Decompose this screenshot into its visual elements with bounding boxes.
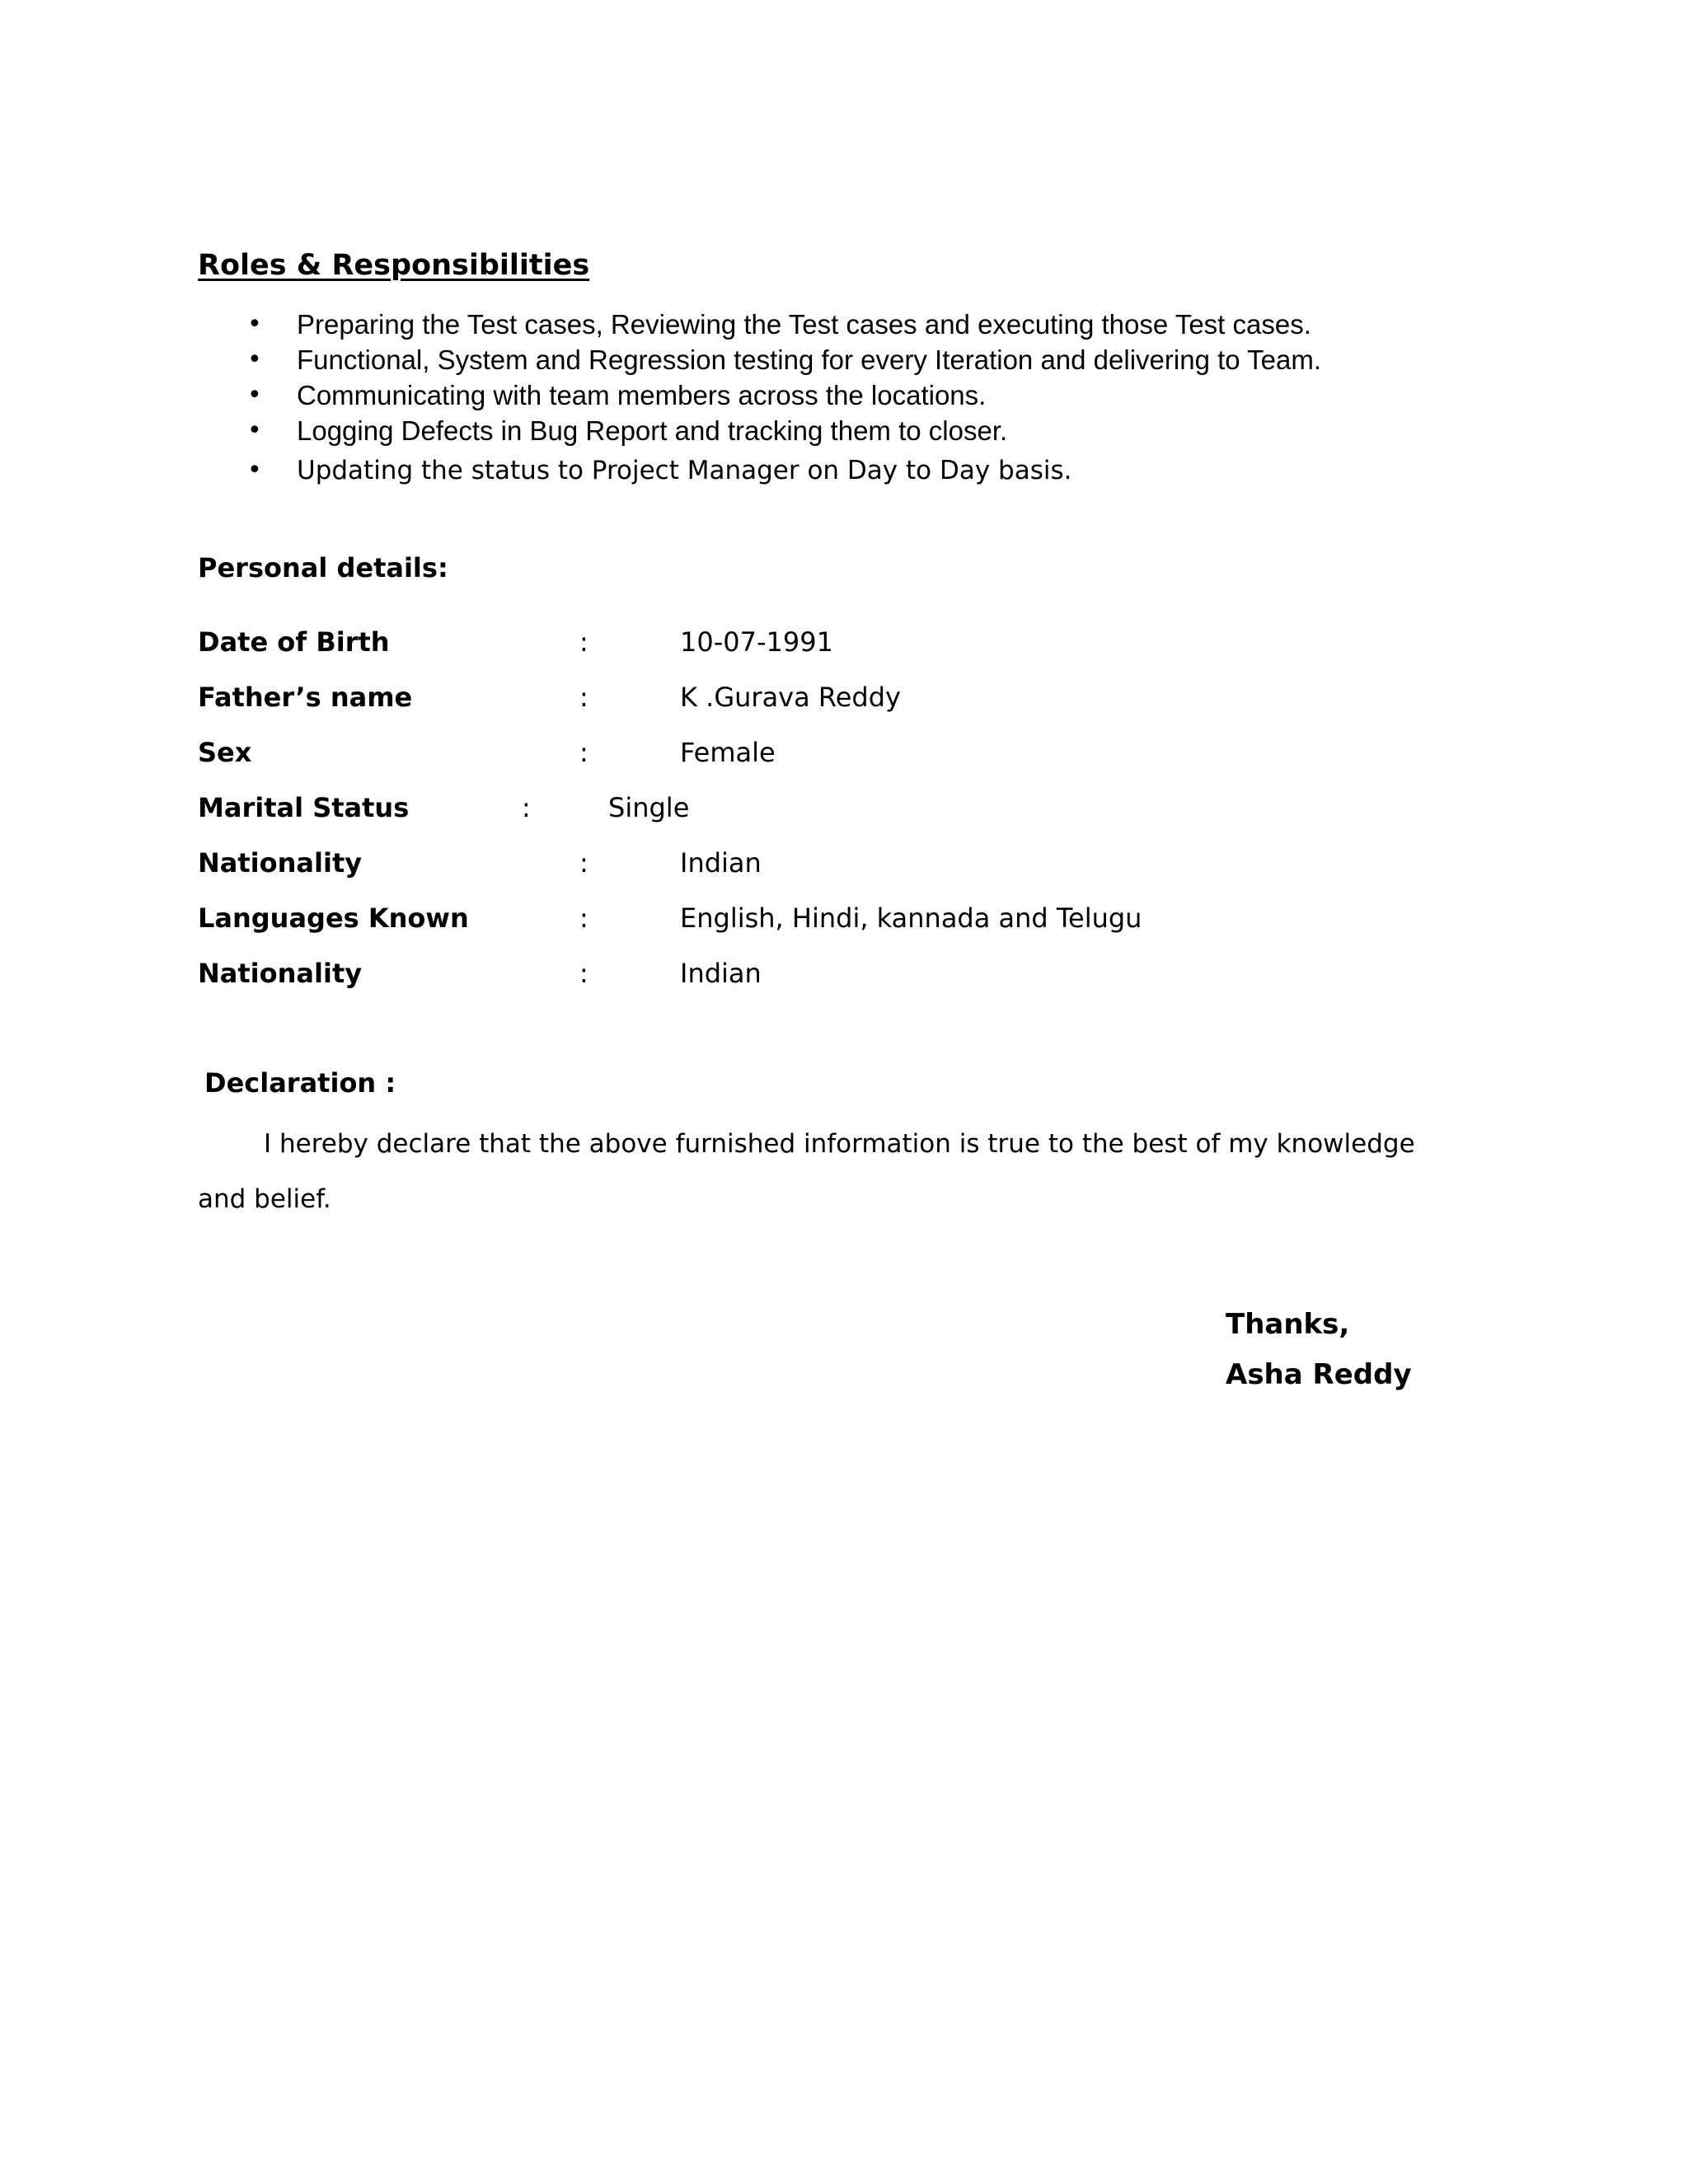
detail-colon: :	[522, 792, 531, 823]
detail-value: Indian	[680, 958, 762, 989]
personal-details-heading: Personal details:	[198, 552, 448, 583]
detail-label: Marital Status	[198, 792, 410, 823]
signoff-thanks: Thanks,	[1226, 1308, 1350, 1341]
list-item	[198, 342, 1321, 377]
signoff-name: Asha Reddy	[1226, 1358, 1412, 1391]
detail-label: Languages Known	[198, 902, 469, 934]
detail-value: English, Hindi, kannada and Telugu	[680, 902, 1142, 934]
detail-value: Indian	[680, 847, 762, 879]
responsibility-text: Preparing the Test cases, Reviewing the Test cases and executing those Test cases.	[297, 309, 1311, 340]
list-item	[198, 448, 1321, 490]
declaration-text: I hereby declare that the above furnished information is true to the best of my knowledge and belief.	[198, 1129, 1415, 1214]
responsibility-text: Communicating with team members across the locations.	[297, 380, 987, 410]
detail-value: Female	[680, 737, 776, 768]
detail-colon: :	[579, 737, 588, 768]
signoff	[1226, 1300, 1412, 1400]
roles-heading: Roles & Responsibilities	[198, 249, 590, 282]
detail-label: Father’s name	[198, 682, 413, 713]
responsibility-text: Functional, System and Regression testing for every Iteration and delivering to Team.	[297, 344, 1322, 375]
bullet-icon: •	[247, 345, 262, 374]
detail-value: 10-07-1991	[680, 626, 833, 658]
detail-label: Nationality	[198, 958, 363, 989]
list-item	[198, 413, 1321, 448]
detail-colon: :	[579, 682, 588, 713]
responsibilities-list	[198, 307, 1321, 490]
detail-label: Sex	[198, 737, 252, 768]
detail-colon: :	[579, 902, 588, 934]
detail-value: K .Gurava Reddy	[680, 682, 901, 713]
detail-colon: :	[579, 958, 588, 989]
bullet-icon: •	[247, 416, 262, 445]
detail-label: Date of Birth	[198, 626, 390, 658]
bullet-icon: •	[247, 310, 262, 339]
detail-value: Single	[608, 792, 690, 823]
responsibility-text: Updating the status to Project Manager on Day to Day basis.	[297, 456, 1072, 485]
detail-colon: :	[579, 847, 588, 879]
bullet-icon: •	[247, 381, 262, 410]
bullet-icon: •	[247, 456, 262, 485]
list-item	[198, 377, 1321, 413]
responsibility-text: Logging Defects in Bug Report and tracking them to closer.	[297, 415, 1008, 446]
detail-colon: :	[579, 626, 588, 658]
declaration-heading: Declaration :	[204, 1067, 396, 1099]
list-item	[198, 307, 1321, 342]
detail-label: Nationality	[198, 847, 363, 879]
